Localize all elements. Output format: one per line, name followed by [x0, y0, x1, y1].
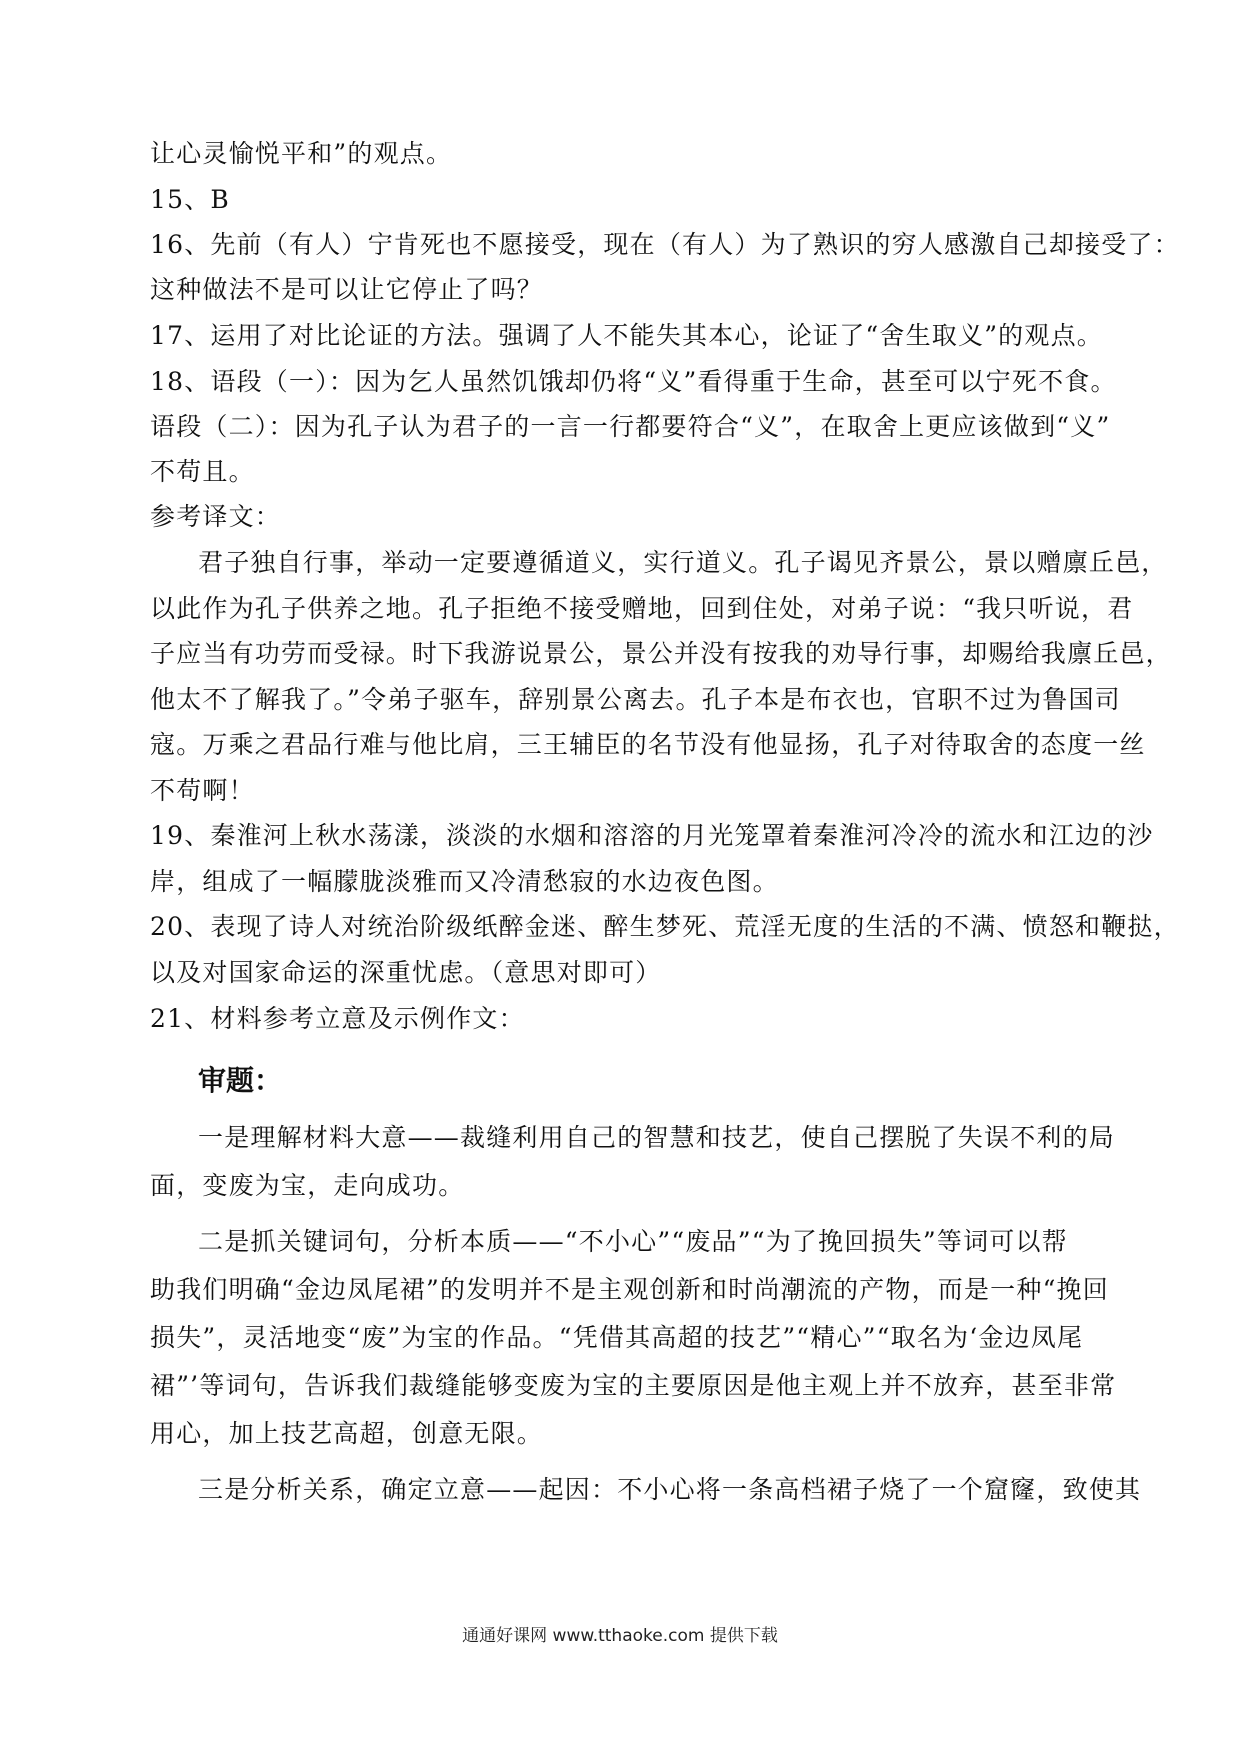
text-line: 助我们明确“金边凤尾裙”的发明并不是主观创新和时尚潮流的产物，而是一种“挽回 [150, 1275, 1109, 1304]
answer-17: 17、运用了对比论证的方法。强调了人不能失其本心，论证了“舍生取义”的观点。 [150, 321, 1103, 350]
translation-label: 参考译文： [150, 502, 282, 531]
text-line: 寇。万乘之君品行难与他比肩，三王辅臣的名节没有他显扬，孔子对待取舍的态度一丝 [150, 730, 1146, 759]
text-line: 二是抓关键词句，分析本质——“不小心”“废品”“为了挽回损失”等词可以帮 [198, 1227, 1068, 1256]
text-line: 这种做法不是可以让它停止了吗？ [150, 275, 544, 304]
answer-20: 20、表现了诗人对统治阶级纸醉金迷、醉生梦死、荒淫无度的生活的不满、愤怒和鞭挞， [150, 912, 1180, 941]
answer-18: 18、语段（一）：因为乞人虽然饥饿却仍将“义”看得重于生命，甚至可以宁死不食。 [150, 367, 1117, 396]
text-line: 语段（二）：因为孔子认为君子的一言一行都要符合“义”，在取舍上更应该做到“义” [150, 412, 1111, 441]
text-line: 岸，组成了一幅朦胧淡雅而又冷清愁寂的水边夜色图。 [150, 867, 779, 896]
answer-15: 15、B [150, 185, 230, 214]
text-line: 用心，加上技艺高超，创意无限。 [150, 1419, 544, 1448]
text-line: 损失”，灵活地变“废”为宝的作品。“凭借其高超的技艺”“精心”“取名为‘金边凤尾 [150, 1323, 1084, 1352]
text-line: 不苟且。 [150, 457, 255, 486]
text-line: 不苟啊！ [150, 776, 255, 805]
text-line: 裙”’等词句，告诉我们裁缝能够变废为宝的主要原因是他主观上并不放弃，甚至非常 [150, 1371, 1117, 1400]
answer-19: 19、秦淮河上秋水荡漾，淡淡的水烟和溶溶的月光笼罩着秦淮河冷冷的流水和江边的沙 [150, 821, 1154, 850]
text-line: 以及对国家命运的深重忧虑。（意思对即可） [150, 958, 662, 987]
text-line: 子应当有功劳而受禄。时下我游说景公，景公并没有按我的劝导行事，却赐给我廪丘邑， [150, 639, 1172, 668]
answer-21: 21、材料参考立意及示例作文： [150, 1004, 525, 1033]
text-line: 面，变废为宝，走向成功。 [150, 1171, 465, 1200]
page-footer: 通通好课网 www.tthaoke.com 提供下载 [462, 1626, 778, 1646]
text-line: 他太不了解我了。”令弟子驱车，辞别景公离去。孔子本是布衣也，官职不过为鲁国司 [150, 685, 1121, 714]
text-line: 让心灵愉悦平和”的观点。 [150, 139, 453, 168]
text-line: 一是理解材料大意——裁缝利用自己的智慧和技艺，使自己摆脱了失误不利的局 [198, 1123, 1116, 1152]
text-line: 君子独自行事，举动一定要遵循道义，实行道义。孔子谒见齐景公，景以赠廪丘邑， [198, 548, 1168, 577]
answer-16: 16、先前（有人）宁肯死也不愿接受，现在（有人）为了熟识的穷人感激自己却接受了： [150, 230, 1180, 259]
section-heading: 审题： [198, 1064, 283, 1097]
text-line: 三是分析关系，确定立意——起因：不小心将一条高档裙子烧了一个窟窿，致使其 [198, 1475, 1142, 1504]
text-line: 以此作为孔子供养之地。孔子拒绝不接受赠地，回到住处，对弟子说：“我只听说，君 [150, 594, 1134, 623]
